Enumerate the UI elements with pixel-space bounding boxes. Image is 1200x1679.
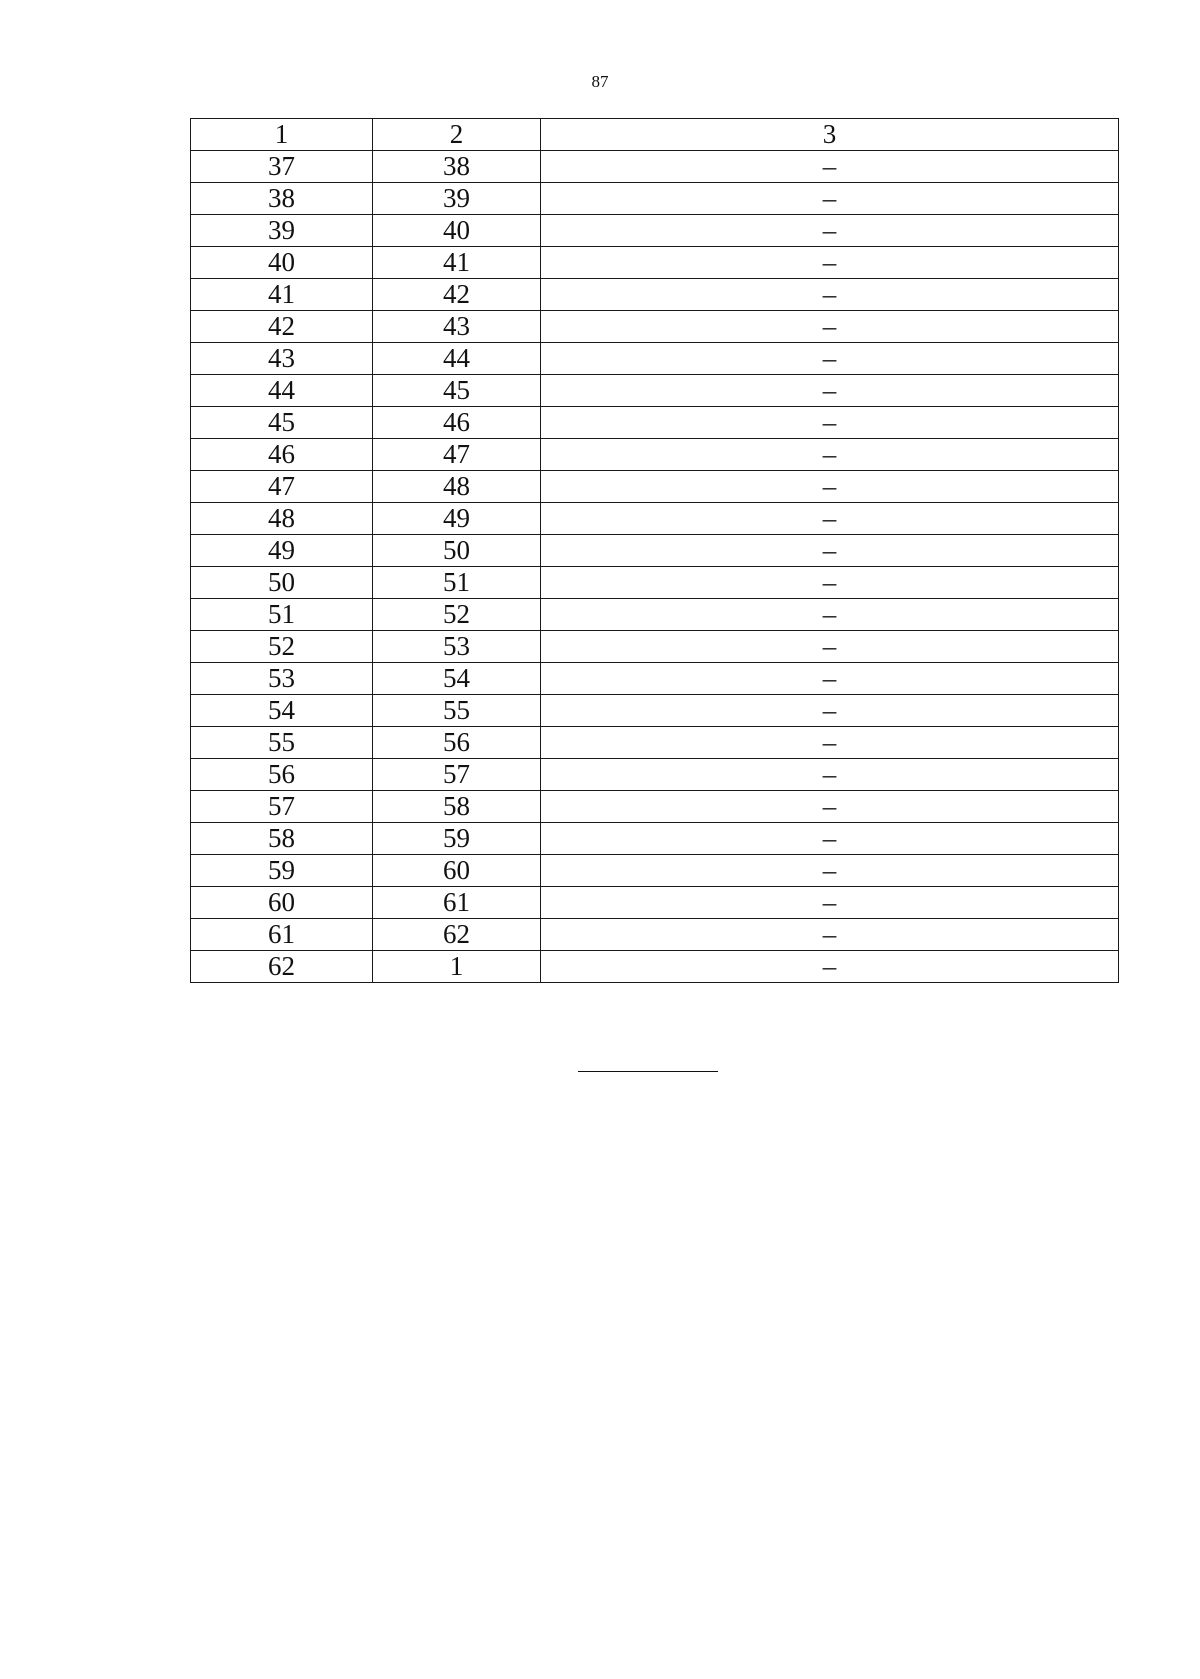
table-row — [191, 631, 1119, 663]
table-cell-col-2: 43 — [373, 311, 541, 343]
table-row — [191, 471, 1119, 503]
table-cell-col-3: – — [541, 791, 1119, 823]
data-table-container — [190, 118, 1118, 983]
table-cell-col-3: – — [541, 247, 1119, 279]
table-cell-col-2: 39 — [373, 183, 541, 215]
table-cell-col-2: 62 — [373, 919, 541, 951]
table-cell-col-2: 50 — [373, 535, 541, 567]
table-cell-col-3: – — [541, 919, 1119, 951]
table-row — [191, 439, 1119, 471]
table-row — [191, 311, 1119, 343]
table-row — [191, 535, 1119, 567]
table-cell-col-1: 58 — [191, 823, 373, 855]
table-cell-col-1: 38 — [191, 183, 373, 215]
table-cell-col-1: 46 — [191, 439, 373, 471]
table-cell-col-2: 47 — [373, 439, 541, 471]
table-row — [191, 247, 1119, 279]
table-cell-col-3: – — [541, 535, 1119, 567]
table-cell-col-1: 54 — [191, 695, 373, 727]
table-cell-col-3: – — [541, 567, 1119, 599]
table-cell-col-1: 47 — [191, 471, 373, 503]
table-cell-col-3: – — [541, 759, 1119, 791]
table-row — [191, 343, 1119, 375]
column-header-2: 2 — [373, 119, 541, 151]
table-row — [191, 407, 1119, 439]
table-cell-col-1: 48 — [191, 503, 373, 535]
table-cell-col-3: – — [541, 631, 1119, 663]
table-cell-col-2: 54 — [373, 663, 541, 695]
table-row — [191, 503, 1119, 535]
table-cell-col-3: – — [541, 695, 1119, 727]
table-cell-col-3: – — [541, 183, 1119, 215]
table-row — [191, 599, 1119, 631]
table-cell-col-1: 57 — [191, 791, 373, 823]
table-cell-col-2: 55 — [373, 695, 541, 727]
table-cell-col-3: – — [541, 375, 1119, 407]
table-cell-col-1: 40 — [191, 247, 373, 279]
table-cell-col-3: – — [541, 343, 1119, 375]
table-cell-col-3: – — [541, 471, 1119, 503]
table-cell-col-2: 41 — [373, 247, 541, 279]
table-cell-col-3: – — [541, 311, 1119, 343]
table-cell-col-3: – — [541, 279, 1119, 311]
table-cell-col-3: – — [541, 663, 1119, 695]
table-cell-col-3: – — [541, 215, 1119, 247]
table-cell-col-2: 61 — [373, 887, 541, 919]
table-cell-col-3: – — [541, 823, 1119, 855]
table-cell-col-2: 48 — [373, 471, 541, 503]
table-row — [191, 919, 1119, 951]
table-row — [191, 855, 1119, 887]
table-cell-col-2: 38 — [373, 151, 541, 183]
table-cell-col-1: 55 — [191, 727, 373, 759]
table-cell-col-3: – — [541, 599, 1119, 631]
table-row — [191, 567, 1119, 599]
table-row — [191, 823, 1119, 855]
table-cell-col-3: – — [541, 439, 1119, 471]
end-rule — [578, 1071, 718, 1072]
table-cell-col-1: 49 — [191, 535, 373, 567]
table-cell-col-1: 62 — [191, 951, 373, 983]
table-cell-col-2: 58 — [373, 791, 541, 823]
table-row — [191, 183, 1119, 215]
table-row — [191, 695, 1119, 727]
table-row — [191, 151, 1119, 183]
table-cell-col-2: 1 — [373, 951, 541, 983]
table-cell-col-2: 52 — [373, 599, 541, 631]
table-cell-col-2: 56 — [373, 727, 541, 759]
table-row — [191, 951, 1119, 983]
table-row — [191, 727, 1119, 759]
table-cell-col-2: 40 — [373, 215, 541, 247]
table-row — [191, 375, 1119, 407]
table-cell-col-2: 44 — [373, 343, 541, 375]
table-cell-col-2: 42 — [373, 279, 541, 311]
table-row — [191, 887, 1119, 919]
column-header-3: 3 — [541, 119, 1119, 151]
table-cell-col-3: – — [541, 887, 1119, 919]
table-cell-col-2: 57 — [373, 759, 541, 791]
table-cell-col-1: 60 — [191, 887, 373, 919]
table-row — [191, 215, 1119, 247]
table-row — [191, 663, 1119, 695]
table-cell-col-2: 46 — [373, 407, 541, 439]
table-header-row — [191, 119, 1119, 151]
data-table — [190, 118, 1119, 983]
table-cell-col-3: – — [541, 407, 1119, 439]
table-cell-col-1: 53 — [191, 663, 373, 695]
table-row — [191, 279, 1119, 311]
table-cell-col-1: 59 — [191, 855, 373, 887]
table-body — [191, 119, 1119, 983]
table-cell-col-1: 61 — [191, 919, 373, 951]
table-row — [191, 759, 1119, 791]
table-cell-col-1: 37 — [191, 151, 373, 183]
table-cell-col-1: 39 — [191, 215, 373, 247]
table-cell-col-2: 60 — [373, 855, 541, 887]
table-cell-col-1: 43 — [191, 343, 373, 375]
table-cell-col-1: 42 — [191, 311, 373, 343]
table-cell-col-1: 51 — [191, 599, 373, 631]
table-row — [191, 791, 1119, 823]
table-cell-col-1: 44 — [191, 375, 373, 407]
table-cell-col-2: 53 — [373, 631, 541, 663]
table-cell-col-2: 51 — [373, 567, 541, 599]
column-header-1: 1 — [191, 119, 373, 151]
table-cell-col-3: – — [541, 951, 1119, 983]
table-cell-col-1: 50 — [191, 567, 373, 599]
table-cell-col-1: 52 — [191, 631, 373, 663]
table-cell-col-2: 59 — [373, 823, 541, 855]
page-number: 87 — [591, 72, 609, 91]
table-cell-col-3: – — [541, 503, 1119, 535]
table-cell-col-3: – — [541, 855, 1119, 887]
table-cell-col-3: – — [541, 727, 1119, 759]
table-cell-col-1: 45 — [191, 407, 373, 439]
table-cell-col-1: 41 — [191, 279, 373, 311]
table-cell-col-3: – — [541, 151, 1119, 183]
table-cell-col-2: 45 — [373, 375, 541, 407]
table-cell-col-2: 49 — [373, 503, 541, 535]
table-cell-col-1: 56 — [191, 759, 373, 791]
